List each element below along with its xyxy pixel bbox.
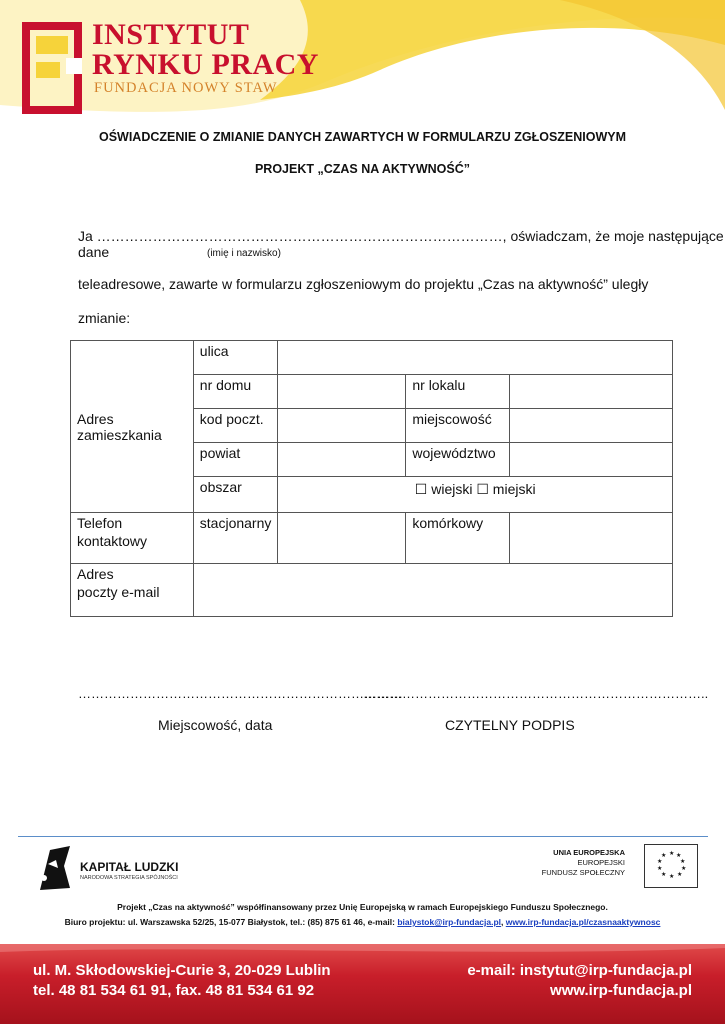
document-title: OŚWIADCZENIE O ZMIANIE DANYCH ZAWARTYCH W FORMULARZU ZGŁOSZENIOWYM: [98, 130, 627, 144]
signature-dots: ……………………………………………………………………..: [363, 686, 709, 701]
mobile-field[interactable]: [510, 513, 673, 564]
office-email-link[interactable]: bialystok@irp-fundacja.pl: [397, 917, 502, 927]
brand-line-3: FUNDACJA NOWY STAW: [94, 80, 278, 96]
address-label-2: zamieszkania: [77, 426, 162, 443]
statement-line-1: Ja ……………………………………………………………………………, oświadczam, że moje następujące dane: [78, 228, 724, 260]
address-label-cell: [71, 341, 194, 513]
eu-flag-icon: [644, 844, 698, 888]
link-separator: ,: [501, 917, 506, 927]
phone-label-1: Telefon: [77, 515, 123, 531]
svg-text:★: ★: [681, 865, 687, 872]
phone-label-cell: [71, 513, 194, 564]
landline-label: stacjonarny: [193, 513, 278, 564]
project-web-link[interactable]: www.irp-fundacja.pl/czasnaaktywnosc: [505, 917, 661, 927]
svg-text:★: ★: [661, 871, 667, 878]
brand-line-1: INSTYTUT: [92, 18, 250, 51]
district-label: powiat: [193, 443, 278, 477]
band-address: ul. M. Skłodowskiej-Curie 3, 20-029 Lublin: [33, 962, 331, 979]
name-hint: (imię i nazwisko): [207, 248, 281, 259]
brand-line-2: RYNKU PRACY: [92, 48, 319, 81]
landline-field[interactable]: [278, 513, 406, 564]
street-field[interactable]: [278, 341, 673, 375]
place-date-dots: …………………………………………………………………: [78, 686, 403, 701]
voivodeship-label: województwo: [406, 443, 510, 477]
svg-text:★: ★: [677, 871, 683, 878]
postal-code-label: kod poczt.: [193, 409, 278, 443]
kapital-ludzki-logo-icon: [36, 844, 72, 892]
signature-label: CZYTELNY PODPIS: [445, 717, 575, 733]
svg-text:★: ★: [669, 850, 675, 857]
svg-text:★: ★: [661, 852, 667, 859]
email-label-1: Adres: [77, 566, 114, 582]
voivodeship-field[interactable]: [510, 443, 673, 477]
street-label: ulica: [193, 341, 278, 375]
project-office-line: [0, 917, 725, 927]
email-label-2: poczty e-mail: [77, 584, 160, 600]
address-label-1: Adres: [77, 410, 114, 427]
statement-line-2: teleadresowe, zawarte w formularzu zgłoszeniowym do projektu „Czas na aktywność” uległy: [78, 276, 649, 292]
band-web: www.irp-fundacja.pl: [550, 982, 692, 999]
eu-line-1: UNIA EUROPEJSKA: [553, 848, 625, 857]
email-field[interactable]: [193, 564, 672, 617]
svg-text:★: ★: [669, 873, 675, 880]
statement-line-3: zmianie:: [78, 310, 131, 326]
footer-divider: [18, 836, 708, 837]
svg-text:★: ★: [680, 858, 686, 865]
kl-title: KAPITAŁ LUDZKI: [80, 860, 179, 874]
document-subtitle: PROJEKT „CZAS NA AKTYWNOŚĆ”: [254, 162, 471, 176]
data-change-table: [70, 340, 673, 617]
flat-no-label: nr lokalu: [406, 375, 510, 409]
area-label: obszar: [193, 477, 278, 513]
area-options[interactable]: ☐ wiejski ☐ miejski: [278, 477, 673, 513]
house-no-label: nr domu: [193, 375, 278, 409]
instytut-logo-icon: [22, 22, 86, 114]
phone-label-2: kontaktowy: [77, 533, 148, 549]
mobile-label: komórkowy: [406, 513, 510, 564]
band-phone: tel. 48 81 534 61 91, fax. 48 81 534 61 92: [33, 982, 315, 999]
project-funding-line: Projekt „Czas na aktywność” współfinansowany przez Unię Europejską w ramach Europejskiego Funduszu Społecznego.: [117, 902, 608, 912]
svg-text:★: ★: [657, 858, 663, 865]
city-label: miejscowość: [406, 409, 510, 443]
flat-no-field[interactable]: [510, 375, 673, 409]
band-email: e-mail: instytut@irp-fundacja.pl: [467, 962, 692, 979]
eu-line-2: EUROPEJSKI: [577, 858, 625, 867]
email-label-cell: [71, 564, 194, 617]
postal-code-field[interactable]: [278, 409, 406, 443]
eu-line-3: FUNDUSZ SPOŁECZNY: [541, 868, 625, 877]
kl-subtitle: NARODOWA STRATEGIA SPÓJNOŚCI: [80, 875, 178, 881]
house-no-field[interactable]: [278, 375, 406, 409]
svg-text:★: ★: [657, 865, 663, 872]
place-date-label: Miejscowość, data: [158, 717, 273, 733]
city-field[interactable]: [510, 409, 673, 443]
eu-text: [542, 848, 625, 878]
district-field[interactable]: [278, 443, 406, 477]
office-address: Biuro projektu: ul. Warszawska 52/25, 15-077 Białystok, tel.: (85) 875 61 46, e-mail:: [64, 917, 398, 927]
svg-text:★: ★: [676, 852, 682, 859]
